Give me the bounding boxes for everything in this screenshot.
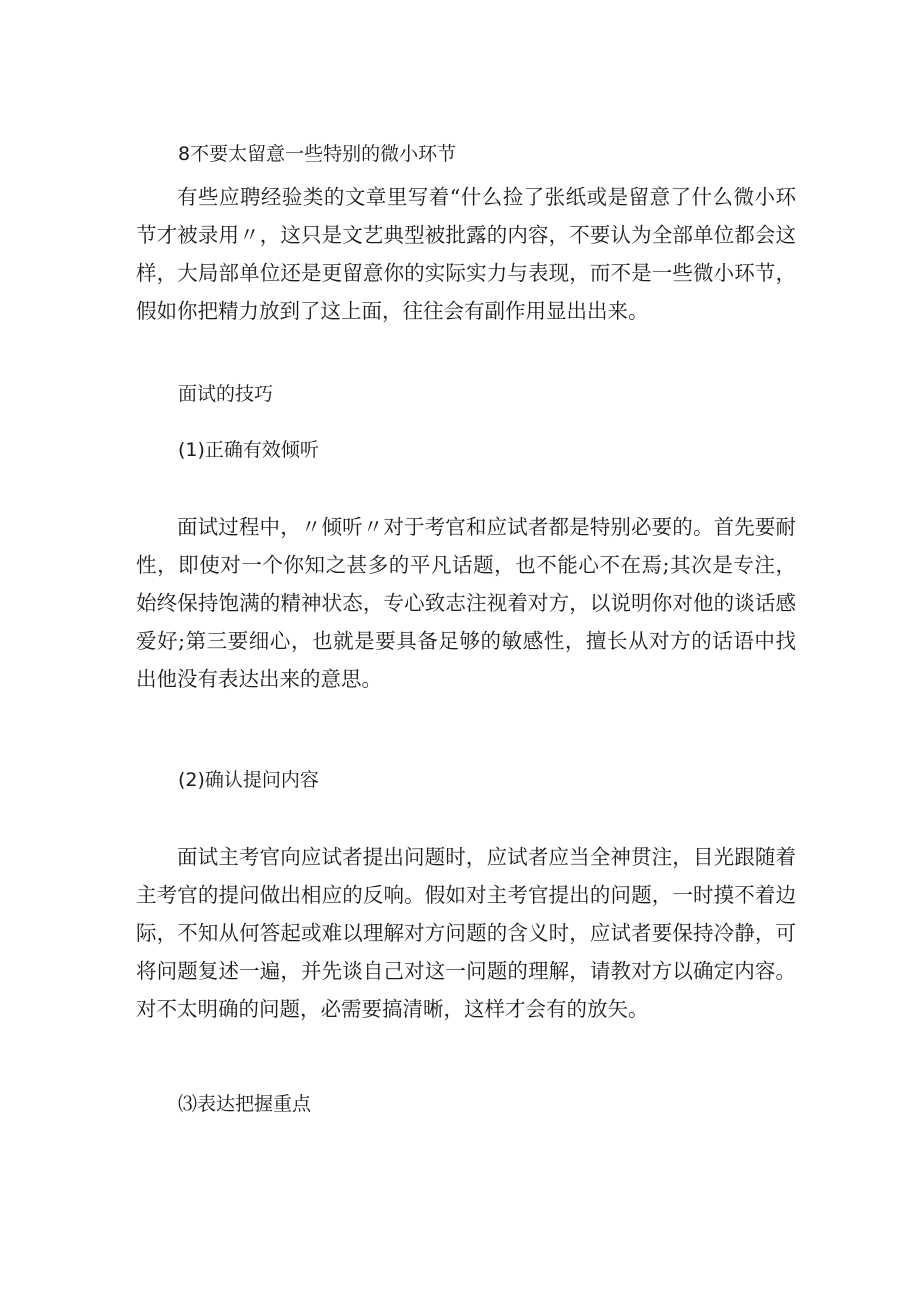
subheading-listening: (1)正确有效倾听: [178, 439, 319, 461]
subheading-confirm-question: (2)确认提问内容: [178, 769, 319, 791]
subheading-express-key-points: ⑶表达把握重点: [178, 1093, 312, 1115]
paragraph-interview-details: 有些应聘经验类的文章里写着“什么捡了张纸或是留意了什么微小环节才被录用〃，这只是文艺典型被批露的内容，不要认为全部单位都会这样，大局部单位还是更留意你的实际实力与表现，而不是一些微小环节，假如你把精力放到了这上面，往往会有副作用显出出来。: [136, 185, 796, 323]
paragraph-confirm-question: 面试主考官向应试者提出问题时，应试者应当全神贯注，目光跟随着主考官的提问做出相应的反响。假如对主考官提出的问题，一时摸不着边际，不知从何答起或难以理解对方问题的含义时，应试者要保持冷静，可将问题复述一遍，并先谈自己对这一问题的理解，请教对方以确定内容。对不太明确的问题，必需要搞清晰，这样才会有的放矢。: [136, 845, 796, 1021]
section-title-interview-skills: 面试的技巧: [178, 383, 274, 405]
section-heading-8: 8不要太留意一些特别的微小环节: [178, 143, 457, 165]
paragraph-listening: 面试过程中，〃倾听〃对于考官和应试者都是特别必要的。首先要耐性，即使对一个你知之甚多的平凡话题，也不能心不在焉;其次是专注，始终保持饱满的精神状态，专心致志注视着对方，以说明你对他的谈话感爱好;第三要细心，也就是要具备足够的敏感性，擅长从对方的话语中找出他没有表达出来的意思。: [136, 515, 796, 691]
